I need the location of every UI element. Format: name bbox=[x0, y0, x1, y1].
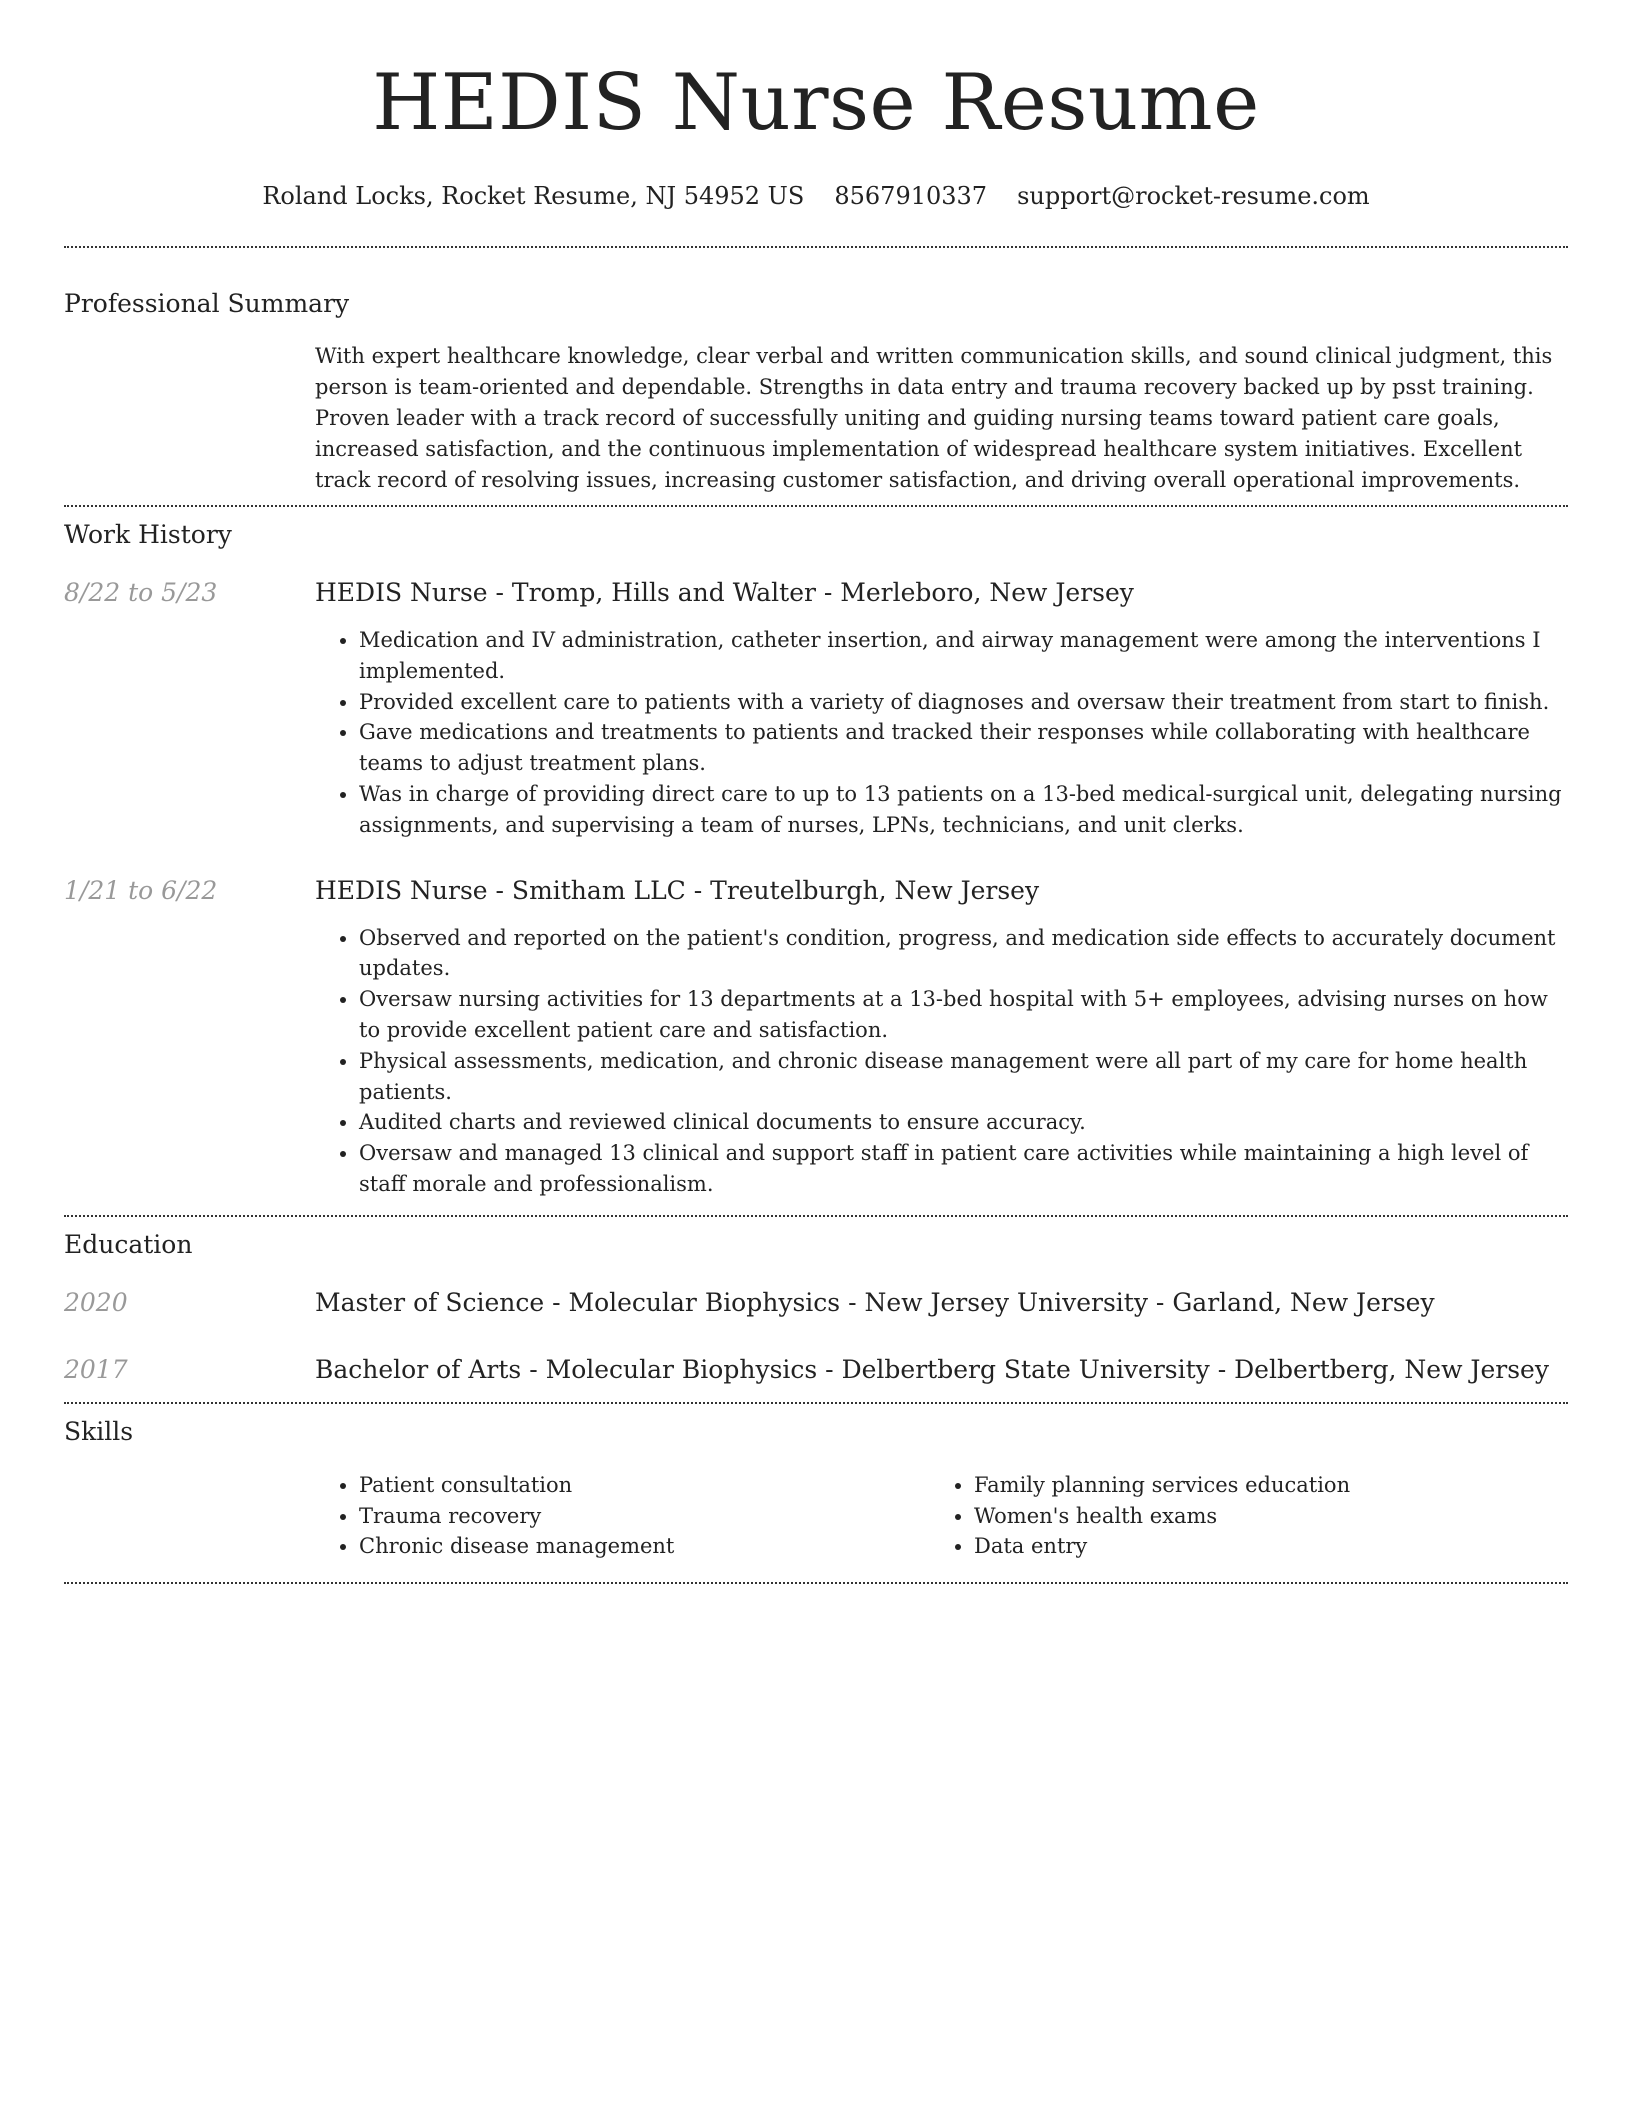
summary-section bbox=[64, 248, 1568, 496]
list-item: • Trauma recovery bbox=[359, 1501, 930, 1532]
list-item: • Provided excellent care to patients with a variety of diagnoses and oversaw their treatment from start to finish. bbox=[359, 687, 1568, 718]
job-bullets bbox=[315, 923, 1568, 1200]
education-school: - Delbertberg State University - Delbertberg, New Jersey bbox=[817, 1354, 1549, 1384]
work-section bbox=[64, 507, 1568, 1200]
list-item: • Data entry bbox=[974, 1531, 1545, 1562]
education-year: 2017 bbox=[64, 1354, 128, 1384]
list-item: • Physical assessments, medication, and chronic disease management were all part of my care for home health patients. bbox=[359, 1046, 1568, 1108]
education-degree: Master of Science - Molecular Biophysics bbox=[315, 1287, 841, 1317]
list-item: • Chronic disease management bbox=[359, 1531, 930, 1562]
skills-list-right bbox=[930, 1470, 1545, 1562]
education-heading: Education bbox=[64, 1229, 193, 1259]
list-item: • Oversaw nursing activities for 13 departments at a 13-bed hospital with 5+ employees, advising nurses on how to provide excellent patient care and satisfaction. bbox=[359, 984, 1568, 1046]
job-entry bbox=[64, 577, 1568, 841]
skills-heading: Skills bbox=[64, 1416, 134, 1446]
job-dates: 1/21 to 6/22 bbox=[64, 875, 218, 905]
skills-spacer bbox=[64, 1470, 315, 1562]
contact-address: Roland Locks, Rocket Resume, NJ 54952 US bbox=[262, 182, 805, 210]
summary-heading: Professional Summary bbox=[64, 289, 350, 318]
list-item: • Patient consultation bbox=[359, 1470, 930, 1501]
list-item: • Observed and reported on the patient's condition, progress, and medication side effects to accurately document updates. bbox=[359, 923, 1568, 985]
education-section bbox=[64, 1217, 1568, 1386]
education-entry bbox=[64, 1287, 1568, 1319]
list-item: • Audited charts and reviewed clinical documents to ensure accuracy. bbox=[359, 1107, 1568, 1138]
education-year: 2020 bbox=[64, 1287, 128, 1317]
divider bbox=[64, 1582, 1568, 1584]
contact-line bbox=[64, 180, 1568, 212]
summary-text: With expert healthcare knowledge, clear verbal and written communication skills, and sound clinical judgment, this person is team-oriented and dependable. Strengths in data entry and trauma recovery backed up by psst training. Proven leader with a track record of successfully uniting and guiding nursing teams toward patient care goals, increased satisfaction, and the continuous implementation of widespread healthcare system initiatives. Excellent track record of resolving issues, increasing customer satisfaction, and driving overall operational improvements. bbox=[315, 344, 1553, 492]
education-degree: Bachelor of Arts - Molecular Biophysics bbox=[315, 1354, 818, 1384]
list-item: • Family planning services education bbox=[974, 1470, 1545, 1501]
list-item: • Was in charge of providing direct care to up to 13 patients on a 13-bed medical-surgical unit, delegating nursing assignments, and supervising a team of nurses, LPNs, technicians, and unit clerks. bbox=[359, 779, 1568, 841]
job-dates: 8/22 to 5/23 bbox=[64, 578, 218, 607]
list-item: • Oversaw and managed 13 clinical and support staff in patient care activities while maintaining a high level of staff morale and professionalism. bbox=[359, 1138, 1568, 1200]
job-bullets bbox=[315, 625, 1568, 841]
contact-phone: 8567910337 bbox=[834, 182, 988, 210]
education-entry bbox=[64, 1354, 1568, 1386]
summary-spacer bbox=[64, 341, 315, 496]
job-title: HEDIS Nurse - Tromp, Hills and Walter - Merleboro, New Jersey bbox=[315, 578, 1134, 607]
list-item: • Medication and IV administration, catheter insertion, and airway management were among the interventions I implemented. bbox=[359, 625, 1568, 687]
work-heading: Work History bbox=[64, 520, 232, 549]
job-entry bbox=[64, 875, 1568, 1200]
list-item: • Women's health exams bbox=[974, 1501, 1545, 1532]
skills-list-left bbox=[315, 1470, 930, 1562]
skills-section bbox=[64, 1404, 1568, 1562]
resume-title: HEDIS Nurse Resume bbox=[372, 58, 1260, 148]
contact-email: support@rocket-resume.com bbox=[1017, 182, 1370, 210]
list-item: • Gave medications and treatments to patients and tracked their responses while collaborating with healthcare teams to adjust treatment plans. bbox=[359, 717, 1568, 779]
education-school: - New Jersey University - Garland, New Jersey bbox=[840, 1287, 1435, 1317]
job-title: HEDIS Nurse - Smitham LLC - Treutelburgh, New Jersey bbox=[315, 875, 1040, 905]
